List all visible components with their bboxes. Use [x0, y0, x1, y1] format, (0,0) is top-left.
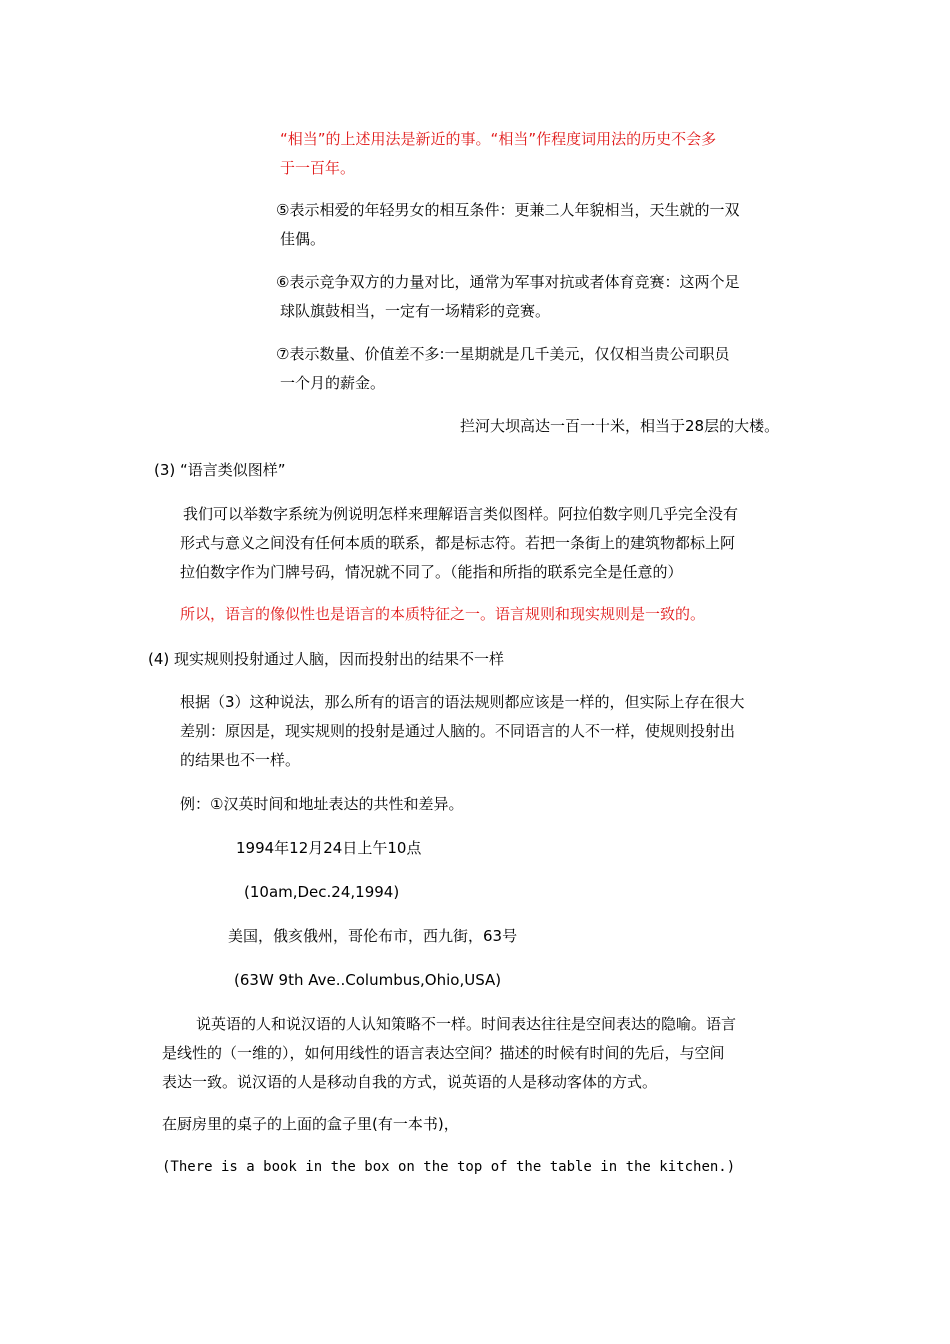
paragraph-line: 所以，语言的像似性也是语言的本质特征之一。语言规则和现实规则是一致的。 — [180, 605, 706, 623]
paragraph-line: “相当”的上述用法是新近的事。“相当”作程度词用法的历史不会多 — [280, 130, 717, 148]
paragraph-line: 形式与意义之间没有任何本质的联系，都是标志符。若把一条街上的建筑物都标上阿 — [180, 534, 736, 552]
paragraph-line: 拉伯数字作为门牌号码，情况就不同了。（能指和所指的联系完全是任意的） — [180, 563, 683, 581]
paragraph-line: 一个月的薪金。 — [280, 374, 386, 392]
example-line: 1994年12月24日上午10点 — [236, 839, 422, 857]
paragraph-line: 根据（3）这种说法，那么所有的语言的语法规则都应该是一样的，但实际上存在很大 — [180, 693, 745, 711]
section-heading: (3) “语言类似图样” — [154, 461, 286, 479]
example-line: 美国，俄亥俄州，哥伦布市，西九街，63号 — [228, 927, 518, 945]
paragraph-line: ⑦表示数量、价值差不多:一星期就是几千美元，仅仅相当贵公司职员 — [276, 345, 730, 363]
section-heading: (4) 现实规则投射通过人脑，因而投射出的结果不一样 — [148, 650, 505, 668]
paragraph-line: (There is a book in the box on the top of the table in the kitchen.) — [162, 1159, 736, 1175]
paragraph-line: 佳偶。 — [280, 230, 326, 248]
paragraph-line: 于一百年。 — [280, 159, 356, 177]
example-line: (10am,Dec.24,1994) — [244, 883, 400, 901]
paragraph-line: 在厨房里的桌子的上面的盒子里(有一本书)， — [162, 1115, 459, 1133]
paragraph-line: 的结果也不一样。 — [180, 751, 301, 769]
paragraph-line: 球队旗鼓相当，一定有一场精彩的竞赛。 — [280, 302, 551, 320]
paragraph-line: 拦河大坝高达一百一十米，相当于28层的大楼。 — [460, 417, 780, 435]
paragraph-line: 是线性的（一维的），如何用线性的语言表达空间？描述的时候有时间的先后，与空间 — [162, 1044, 725, 1062]
example-line: (63W 9th Ave..Columbus,Ohio,USA) — [234, 971, 502, 989]
paragraph-line: 说英语的人和说汉语的人认知策略不一样。时间表达往往是空间表达的隐喻。语言 — [196, 1015, 737, 1033]
paragraph-line: 表达一致。说汉语的人是移动自我的方式，说英语的人是移动客体的方式。 — [162, 1073, 658, 1091]
paragraph-line: ⑤表示相爱的年轻男女的相互条件：更兼二人年貌相当，天生就的一双 — [276, 201, 740, 219]
paragraph-line: ⑥表示竞争双方的力量对比，通常为军事对抗或者体育竞赛：这两个足 — [276, 273, 740, 291]
paragraph-line: 例：①汉英时间和地址表达的共性和差异。 — [180, 795, 464, 813]
paragraph-line: 我们可以举数字系统为例说明怎样来理解语言类似图样。阿拉伯数字则几乎完全没有 — [183, 505, 739, 523]
paragraph-line: 差别：原因是，现实规则的投射是通过人脑的。不同语言的人不一样，使规则投射出 — [180, 722, 736, 740]
